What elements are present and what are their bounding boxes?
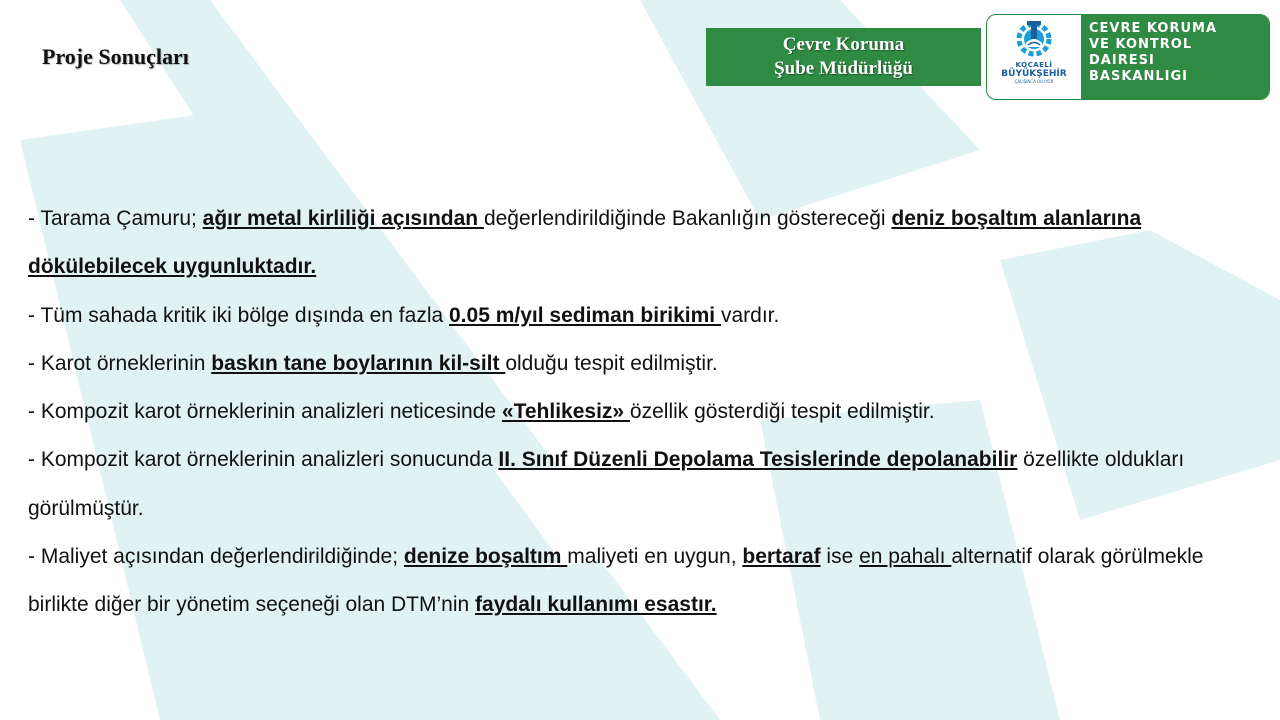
result-item <box>28 340 1228 388</box>
results-list <box>28 195 1228 630</box>
logo-name <box>1081 15 1269 99</box>
slide-title: Proje Sonuçları <box>42 44 189 69</box>
result-highlight: bertaraf <box>742 545 821 569</box>
logo-name-line: BASKANLIGI <box>1089 69 1188 84</box>
result-text: değerlendirildiğinde Bakanlığın göstereceği <box>483 207 892 230</box>
department-label <box>706 28 981 86</box>
logo-slogan: ÇALIŞINCA OLUYOR <box>1014 79 1054 84</box>
result-text: vardır. <box>720 303 780 327</box>
result-text: olduğu tespit edilmiştir. <box>505 351 718 375</box>
result-highlight: denize boşaltım <box>403 545 568 569</box>
department-line-2: Şube Müdürlüğü <box>774 58 913 79</box>
result-text: - Tüm sahada kritik iki bölge dışında en fazla <box>28 303 449 327</box>
result-text: - Kompozit karot örneklerinin analizleri neticesinde <box>28 400 502 424</box>
result-item <box>28 436 1228 533</box>
result-text: özellikte oldukları görülmüştür. <box>28 448 1185 520</box>
result-text: ise <box>820 545 860 569</box>
result-highlight: II. Sınıf Düzenli Depolama Tesislerinde depolanabilir <box>498 448 1018 472</box>
result-item <box>28 533 1228 630</box>
result-highlight: en pahalı <box>859 545 952 569</box>
result-highlight: faydalı kullanımı esastır. <box>475 593 717 617</box>
logo-name-line: DAIRESI <box>1089 53 1155 68</box>
result-text: , <box>730 545 743 569</box>
result-text: alternatif olarak görülmekle birlikte diğer bir yönetim seçeneği olan DTM’nin <box>28 545 1204 617</box>
result-text: - Tarama Çamuru; <box>28 207 203 230</box>
logo-name-line: VE KONTROL <box>1089 37 1193 52</box>
result-highlight: deniz boşaltım alanlarına dökülebilecek uygunluktadır. <box>28 207 1142 279</box>
logo-emblem <box>987 15 1081 99</box>
logo-city-line-1: KOCAELİ <box>1015 61 1053 69</box>
logo-city-line-2: BÜYÜKŞEHİR <box>1001 69 1067 79</box>
department-line-1: Çevre Koruma <box>782 34 905 55</box>
result-highlight: ağır metal kirliliği açısından <box>202 207 484 230</box>
result-item <box>28 388 1228 436</box>
gear-emblem-icon <box>1010 17 1058 61</box>
logo-name-line: CEVRE KORUMA <box>1089 21 1218 36</box>
result-item <box>28 292 1228 340</box>
result-text: - Kompozit karot örneklerinin analizleri sonucunda <box>28 448 499 472</box>
result-text: - Karot örneklerinin <box>28 351 212 375</box>
result-text: maliyeti en uygun <box>567 545 731 569</box>
municipality-logo <box>986 14 1270 100</box>
result-highlight: «Tehlikesiz» <box>501 400 630 424</box>
result-text: - Maliyet açısından değerlendirildiğinde; <box>28 545 404 569</box>
result-highlight: baskın tane boylarının kil-silt <box>211 351 506 375</box>
result-highlight: 0.05 m/yıl sediman birikimi <box>449 303 721 327</box>
result-item <box>28 195 1228 292</box>
result-text: özellik gösterdiği tespit edilmiştir. <box>629 400 935 424</box>
